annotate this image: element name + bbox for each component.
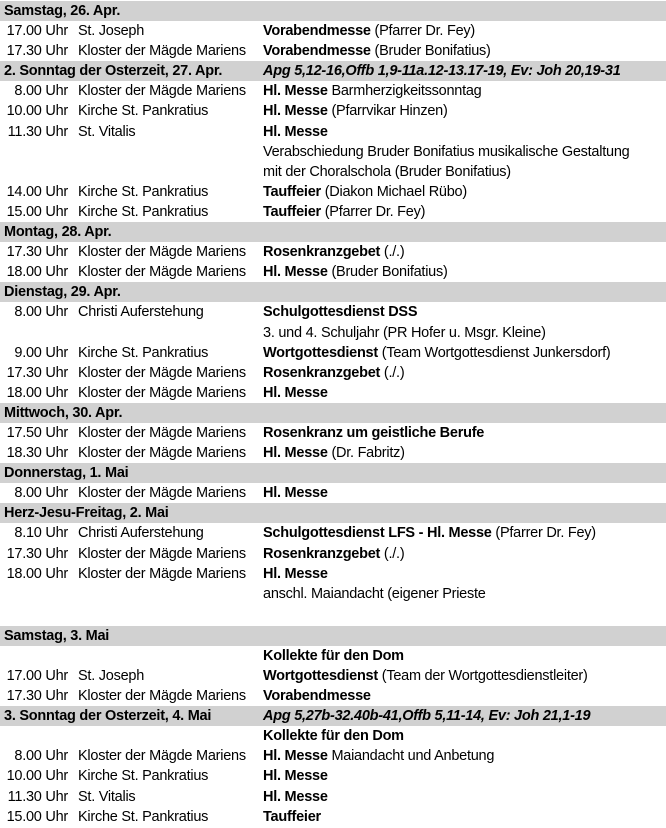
time-cell: 10.00 Uhr: [6, 103, 68, 120]
schedule-row: [0, 202, 666, 222]
day-label: Samstag, 26. Apr.: [4, 3, 121, 19]
service-detail: mit der Choralschola (Bruder Bonifatius): [263, 163, 511, 180]
location-cell: Kloster der Mägde Mariens: [78, 545, 246, 562]
service-detail: (Pfarrer Dr. Fey): [374, 23, 475, 40]
service-cell: [263, 443, 666, 463]
service-cell: [263, 363, 666, 383]
service-cell: [263, 666, 666, 686]
location-cell: Kloster der Mägde Mariens: [78, 748, 246, 765]
service-name: Wortgottesdienst: [263, 668, 378, 684]
service-detail: (./.): [383, 545, 405, 562]
service-detail: 3. und 4. Schuljahr (PR Hofer u. Msgr. Kleine): [263, 324, 546, 341]
day-header-row: [0, 626, 666, 646]
schedule-row: [0, 746, 666, 766]
day-header-row: [0, 282, 666, 302]
time-cell: 17.00 Uhr: [6, 23, 68, 40]
time-cell: [4, 646, 68, 666]
service-cell: [263, 686, 666, 706]
schedule-row: [0, 142, 666, 162]
schedule-row: [0, 544, 666, 564]
service-cell: [263, 383, 666, 403]
service-detail: anschl. Maiandacht (eigener Prieste: [263, 585, 486, 602]
location-cell: St. Joseph: [78, 668, 145, 684]
service-cell: [263, 646, 666, 666]
time-cell: 11.30 Uhr: [7, 788, 68, 805]
schedule-row: [0, 21, 666, 41]
day-header-row: [0, 1, 666, 21]
service-cell: [263, 483, 666, 503]
time-cell: 17.30 Uhr: [6, 43, 68, 60]
time-cell: 8.00 Uhr: [14, 485, 68, 502]
location-cell: Kirche St. Pankratius: [78, 344, 209, 361]
day-label: 3. Sonntag der Osterzeit, 4. Mai: [4, 708, 212, 725]
location-cell: Kloster der Mägde Mariens: [78, 264, 246, 281]
schedule-row: [0, 162, 666, 182]
service-name: Hl. Messe: [263, 264, 328, 281]
service-cell: [263, 807, 666, 827]
service-name: Rosenkranz um geistliche Berufe: [263, 424, 485, 441]
service-name: Hl. Messe: [263, 788, 328, 805]
time-cell: 18.00 Uhr: [6, 384, 68, 401]
schedule-row: [0, 323, 666, 343]
day-readings: [263, 503, 666, 523]
service-name: Wortgottesdienst: [263, 344, 378, 361]
service-name: Rosenkranzgebet: [263, 545, 381, 562]
location-cell: Kloster der Mägde Mariens: [78, 384, 246, 401]
service-cell: [263, 343, 666, 363]
service-cell: [263, 544, 666, 564]
service-name: Hl. Messe: [263, 103, 328, 120]
service-detail: (Bruder Bonifatius): [374, 43, 491, 60]
day-readings: [263, 222, 666, 242]
day-label: Samstag, 3. Mai: [4, 627, 110, 644]
service-name: Vorabendmesse: [263, 23, 371, 40]
location-cell: Kloster der Mägde Mariens: [78, 244, 246, 261]
location-cell: Kloster der Mägde Mariens: [78, 445, 246, 462]
schedule-row: [0, 383, 666, 403]
location-cell: [68, 584, 263, 604]
service-cell: [263, 726, 666, 746]
schedule-row: [0, 302, 666, 322]
service-cell: [263, 766, 666, 786]
location-cell: [68, 646, 263, 666]
location-cell: Kirche St. Pankratius: [78, 183, 209, 200]
schedule-row: [0, 686, 666, 706]
service-detail: (./.): [383, 364, 405, 381]
service-detail: (./.): [383, 244, 405, 261]
day-label: Dienstag, 29. Apr.: [4, 284, 121, 301]
service-name: Hl. Messe: [263, 748, 328, 765]
location-cell: [68, 142, 263, 162]
location-cell: [68, 323, 263, 343]
day-readings: Apg 5,12-16,Offb 1,9-11a.12-13.17-19, Ev: Joh 20,19-31: [263, 63, 621, 80]
schedule-row: [0, 122, 666, 142]
schedule-row: [0, 443, 666, 463]
location-cell: [68, 162, 263, 182]
service-cell: [263, 162, 666, 182]
time-cell: 17.30 Uhr: [6, 244, 68, 261]
service-name: Hl. Messe: [263, 123, 328, 140]
service-name: Hl. Messe: [263, 485, 328, 502]
service-name: Schulgottesdienst LFS - Hl. Messe: [263, 525, 492, 542]
service-cell: [263, 81, 666, 101]
schedule-row: [0, 262, 666, 282]
location-cell: Kloster der Mägde Mariens: [78, 485, 246, 502]
time-cell: 17.30 Uhr: [6, 545, 68, 562]
time-cell: 9.00 Uhr: [14, 344, 68, 361]
service-name: Hl. Messe: [263, 445, 328, 462]
service-cell: [263, 142, 666, 162]
service-cell: [263, 323, 666, 343]
day-label: Herz-Jesu-Freitag, 2. Mai: [4, 505, 169, 522]
day-label: Mittwoch, 30. Apr.: [4, 404, 123, 421]
service-detail: Maiandacht und Anbetung: [331, 748, 495, 765]
service-name: Tauffeier: [263, 808, 321, 825]
time-cell: 14.00 Uhr: [6, 183, 68, 200]
time-cell: 15.00 Uhr: [6, 808, 68, 825]
day-readings: Apg 5,27b-32.40b-41,Offb 5,11-14, Ev: Joh 21,1-19: [263, 708, 591, 725]
schedule-row: [0, 666, 666, 686]
service-name: Rosenkranzgebet: [263, 244, 381, 261]
time-cell: [4, 323, 68, 343]
time-cell: 8.00 Uhr: [14, 304, 68, 321]
day-readings: [263, 282, 666, 302]
service-cell: [263, 787, 666, 807]
location-cell: Kirche St. Pankratius: [78, 103, 209, 120]
service-name: Schulgottesdienst DSS: [263, 304, 418, 321]
day-header-row: [0, 403, 666, 423]
location-cell: Kloster der Mägde Mariens: [78, 688, 246, 705]
service-detail: (Pfarrvikar Hinzen): [331, 103, 448, 120]
location-cell: Kirche St. Pankratius: [78, 768, 209, 785]
location-cell: [68, 726, 263, 746]
location-cell: Kloster der Mägde Mariens: [78, 565, 246, 582]
service-name: Tauffeier: [263, 183, 321, 200]
schedule-row: [0, 564, 666, 584]
day-header-row: [0, 61, 666, 81]
time-cell: 17.50 Uhr: [6, 424, 68, 441]
time-cell: 10.00 Uhr: [6, 768, 68, 785]
time-cell: [4, 726, 68, 746]
service-cell: [263, 182, 666, 202]
time-cell: 8.00 Uhr: [14, 83, 68, 100]
time-cell: 18.30 Uhr: [6, 445, 68, 462]
service-detail: Barmherzigkeitssonntag: [331, 83, 482, 100]
service-cell: [263, 302, 666, 322]
service-name: Hl. Messe: [263, 565, 328, 582]
service-cell: [263, 423, 666, 443]
service-detail: (Pfarrer Dr. Fey): [495, 525, 596, 542]
time-cell: 17.00 Uhr: [6, 668, 68, 684]
service-name: Kollekte für den Dom: [263, 728, 404, 745]
service-cell: [263, 584, 666, 604]
time-cell: 18.00 Uhr: [6, 565, 68, 582]
day-readings: [263, 463, 666, 483]
schedule-row: [0, 363, 666, 383]
schedule-row: [0, 523, 666, 543]
day-label: Montag, 28. Apr.: [4, 224, 112, 241]
location-cell: St. Joseph: [78, 23, 145, 40]
schedule-row: [0, 807, 666, 827]
service-cell: [263, 21, 666, 41]
service-detail: Verabschiedung Bruder Bonifatius musikalische Gestaltung: [263, 143, 630, 160]
location-cell: Christi Auferstehung: [78, 304, 204, 321]
location-cell: Kloster der Mägde Mariens: [78, 83, 246, 100]
service-name: Hl. Messe: [263, 768, 328, 785]
day-readings: [263, 626, 666, 646]
location-cell: Kirche St. Pankratius: [78, 203, 209, 220]
time-cell: 15.00 Uhr: [6, 203, 68, 220]
time-cell: [4, 162, 68, 182]
service-name: Rosenkranzgebet: [263, 364, 381, 381]
service-name: Vorabendmesse: [263, 688, 371, 705]
time-cell: 17.30 Uhr: [6, 688, 68, 705]
service-cell: [263, 202, 666, 222]
schedule-row: [0, 726, 666, 746]
service-cell: [263, 242, 666, 262]
service-name: Vorabendmesse: [263, 43, 371, 60]
service-detail: (Pfarrer Dr. Fey): [324, 203, 426, 220]
schedule-row: [0, 242, 666, 262]
location-cell: St. Vitalis: [78, 788, 136, 805]
service-cell: [263, 262, 666, 282]
schedule-row: [0, 787, 666, 807]
service-detail: (Bruder Bonifatius): [331, 264, 448, 281]
service-name: Hl. Messe: [263, 83, 328, 100]
day-readings: [263, 1, 666, 21]
location-cell: Kloster der Mägde Mariens: [78, 424, 246, 441]
day-header-row: [0, 503, 666, 523]
schedule-row: [0, 182, 666, 202]
time-cell: 11.30 Uhr: [7, 123, 68, 140]
service-name: Tauffeier: [263, 203, 321, 220]
time-cell: [4, 584, 68, 604]
location-cell: Kloster der Mägde Mariens: [78, 43, 246, 60]
time-cell: 18.00 Uhr: [6, 264, 68, 281]
time-cell: [4, 142, 68, 162]
service-cell: [263, 523, 666, 543]
schedule-row: [0, 423, 666, 443]
service-detail: (Team der Wortgottesdienstleiter): [381, 668, 588, 684]
day-readings: [263, 403, 666, 423]
location-cell: St. Vitalis: [78, 123, 136, 140]
schedule-row: [0, 766, 666, 786]
service-detail: (Team Wortgottesdienst Junkersdorf): [381, 344, 611, 361]
schedule-row: [0, 41, 666, 61]
location-cell: Kloster der Mägde Mariens: [78, 364, 246, 381]
schedule-row: [0, 81, 666, 101]
service-cell: [263, 122, 666, 142]
schedule-row: [0, 101, 666, 121]
location-cell: Christi Auferstehung: [78, 525, 204, 542]
day-label: Donnerstag, 1. Mai: [4, 465, 129, 482]
day-header-row: [0, 463, 666, 483]
time-cell: 8.10 Uhr: [14, 525, 68, 542]
service-name: Hl. Messe: [263, 384, 328, 401]
time-cell: 17.30 Uhr: [6, 364, 68, 381]
day-header-row: [0, 706, 666, 726]
schedule-row: [0, 483, 666, 503]
service-name: Kollekte für den Dom: [263, 647, 404, 664]
service-cell: [263, 101, 666, 121]
schedule-row: [0, 584, 666, 604]
schedule-row: [0, 343, 666, 363]
service-cell: [263, 746, 666, 766]
service-detail: (Diakon Michael Rübo): [324, 183, 467, 200]
time-cell: 8.00 Uhr: [14, 748, 68, 765]
service-cell: [263, 564, 666, 584]
service-cell: [263, 41, 666, 61]
schedule-row: [0, 646, 666, 666]
location-cell: Kirche St. Pankratius: [78, 808, 209, 825]
day-header-row: [0, 222, 666, 242]
day-label: 2. Sonntag der Osterzeit, 27. Apr.: [4, 63, 223, 80]
spacer-row: [0, 604, 666, 626]
service-detail: (Dr. Fabritz): [331, 445, 405, 462]
